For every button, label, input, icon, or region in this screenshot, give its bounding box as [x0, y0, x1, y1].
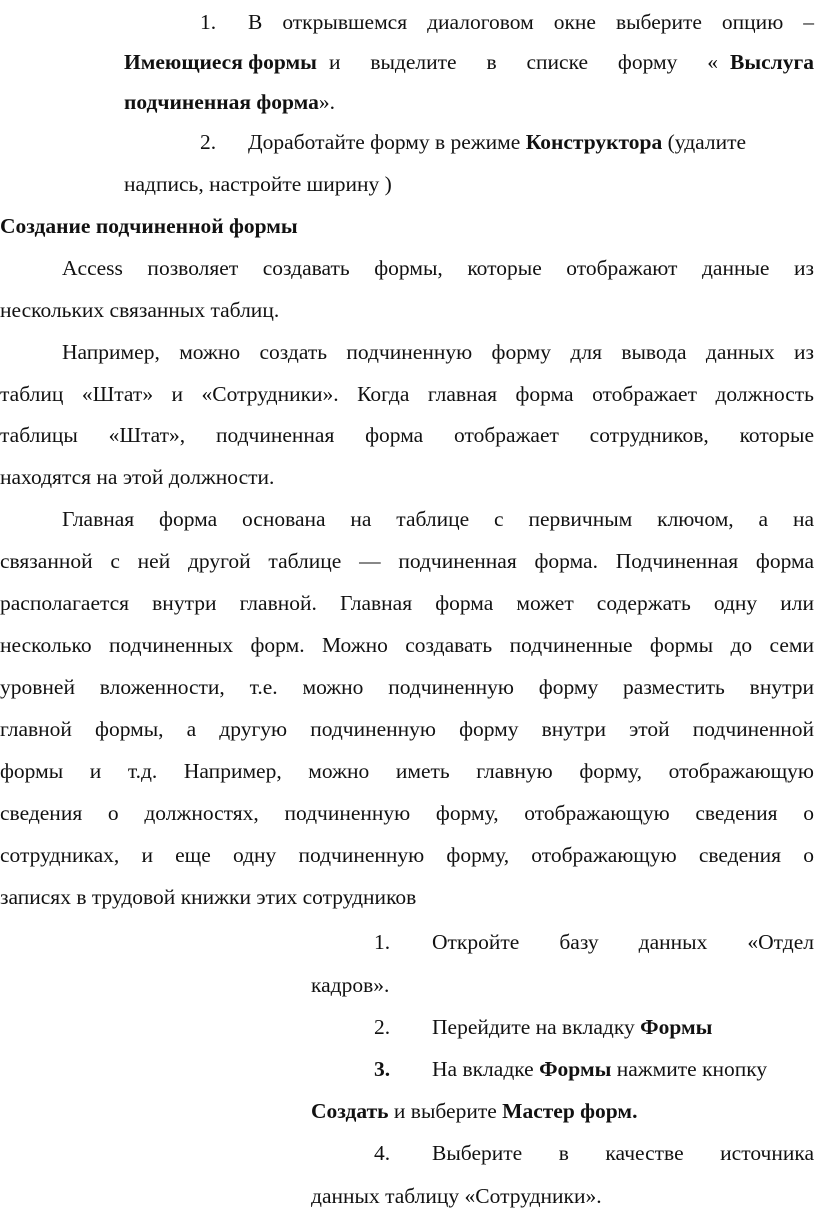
step3-line1 [432, 1059, 767, 1081]
item1-line1 [248, 12, 814, 34]
item1-end: ». [318, 90, 336, 114]
bold-create: Создать [311, 1099, 389, 1123]
section-heading: Создание подчиненной формы [0, 214, 298, 238]
step-number-2: 2. [374, 1015, 391, 1039]
bold-seniority: Выслуга [730, 50, 814, 74]
bold-forms-tab-2: Формы [539, 1057, 612, 1081]
step-number-1: 1. [374, 930, 391, 954]
para3-line9: сотрудниках, и еще одну подчиненную форму, отображающую сведения о [0, 843, 814, 867]
para2-line4: находятся на этой должности. [0, 465, 275, 489]
para3-line5: уровней вложенности, т.е. можно подчиненную форму разместить внутри [0, 675, 814, 699]
para1-line1: Access позволяет создавать формы, которые отображают данные из [62, 256, 814, 280]
bold-forms-tab: Формы [640, 1015, 713, 1039]
para3-line8: сведения о должностях, подчиненную форму, отображающую сведения о [0, 801, 814, 825]
list-number-1: 1. [200, 10, 217, 34]
para3-line2: связанной с ней другой таблице — подчиненная форма. Подчиненная форма [0, 549, 814, 573]
step1-line2: кадров». [311, 973, 390, 997]
item1-line3 [124, 92, 335, 114]
item1-text: В открывшемся диалоговом окне выберите опцию – [248, 10, 814, 34]
bold-subform: подчиненная форма [124, 90, 319, 114]
para1-line2: нескольких связанных таблиц. [0, 298, 280, 322]
bold-existing-forms: Имеющиеся формы [124, 50, 317, 74]
step3-pre: На вкладке [432, 1057, 534, 1081]
para2-line2: таблиц «Штат» и «Сотрудники». Когда главная форма отображает должность [0, 382, 814, 406]
step4-line2: данных таблицу «Сотрудники». [311, 1184, 602, 1208]
item2-line2-text: надпись, настройте ширину ) [124, 172, 392, 196]
para3-line3: располагается внутри главной. Главная форма может содержать одну или [0, 591, 814, 615]
para2-line3: таблицы «Штат», подчиненная форма отображает сотрудников, которые [0, 423, 814, 447]
item1-line2 [124, 52, 814, 74]
item2-post: (удалите [667, 130, 747, 154]
item2-line1 [248, 132, 746, 154]
step3-post: нажмите кнопку [616, 1057, 768, 1081]
item2-pre: Доработайте форму в режиме [248, 130, 521, 154]
step-number-3: 3. [374, 1057, 391, 1081]
step4-line1: Выберите в качестве источника [432, 1141, 814, 1165]
step2-line1 [432, 1017, 712, 1039]
step1-line1: Откройте базу данных «Отдел [432, 930, 814, 954]
bold-designer: Конструктора [525, 130, 663, 154]
list-number-2: 2. [200, 130, 217, 154]
para3-line7: формы и т.д. Например, можно иметь главную форму, отображающую [0, 759, 814, 783]
item2-line2 [124, 174, 392, 196]
step2-pre: Перейдите на вкладку [432, 1015, 635, 1039]
step3-line2 [311, 1101, 637, 1123]
step-number-4: 4. [374, 1141, 391, 1165]
item1-mid-text: и выделите в списке форму « [328, 50, 718, 74]
bold-form-wizard: Мастер форм. [502, 1099, 638, 1123]
para3-line1: Главная форма основана на таблице с первичным ключом, а на [62, 507, 814, 531]
para3-line6: главной формы, а другую подчиненную форму внутри этой подчиненной [0, 717, 814, 741]
para3-line4: несколько подчиненных форм. Можно создавать подчиненные формы до семи [0, 633, 814, 657]
para3-line10: записях в трудовой книжки этих сотрудников [0, 885, 417, 909]
step3-mid: и выберите [393, 1099, 497, 1123]
para2-line1: Например, можно создать подчиненную форму для вывода данных из [62, 340, 814, 364]
